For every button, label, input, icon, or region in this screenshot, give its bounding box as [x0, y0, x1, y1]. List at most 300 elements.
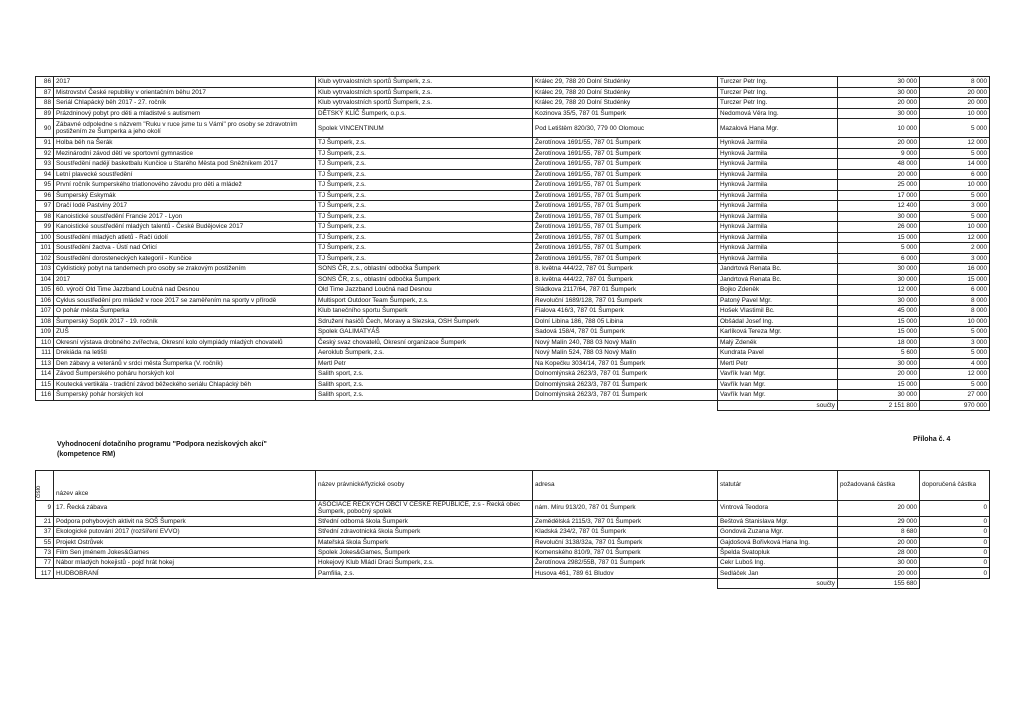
recommended-amount: 8 000 [920, 306, 990, 317]
table-row [36, 369, 990, 380]
header-addr: adresa [533, 471, 718, 501]
requested-amount: 20 000 [838, 369, 920, 380]
row-number: 77 [36, 558, 54, 568]
address: Revoluční 3138/32a, 787 01 Šumperk [533, 537, 718, 547]
table-row [36, 211, 990, 222]
event-name: Soustředění nadějí basketbalu Kunčice u Starého Města pod Sněžníkem 2017 [54, 159, 316, 170]
recommended-amount: 12 000 [920, 138, 990, 149]
event-name: Nábor mladých hokejistů - pojď hrát hokej [54, 558, 316, 568]
table-row [36, 243, 990, 254]
recommended-amount: 10 000 [920, 222, 990, 233]
row-number: 101 [36, 243, 54, 254]
recommended-amount: 8 000 [920, 77, 990, 88]
event-name: Mezinárodní závod dětí ve sportovní gymnastice [54, 148, 316, 159]
blank-cell [316, 578, 533, 588]
organization: TJ Šumperk, z.s. [316, 243, 533, 254]
recommended-amount: 3 000 [920, 253, 990, 264]
blank-cell [533, 578, 718, 588]
recommended-amount: 5 000 [920, 148, 990, 159]
header-grant: doporučená částka [920, 471, 990, 501]
statutory: Gondová Zuzana Mgr. [718, 527, 838, 537]
requested-amount: 30 000 [838, 390, 920, 401]
table-row [36, 119, 990, 138]
event-name: Soustředění mladých atletů - Račí údolí [54, 232, 316, 243]
recommended-amount: 3 000 [920, 337, 990, 348]
address: Dolní Libina 186, 788 05 Libina [533, 316, 718, 327]
requested-amount: 20 000 [838, 568, 920, 578]
event-name: 2017 [54, 77, 316, 88]
sum-row [36, 400, 990, 411]
recommended-amount: 10 000 [920, 108, 990, 119]
statutory: Beštová Stanislava Mgr. [718, 517, 838, 527]
row-number: 114 [36, 369, 54, 380]
address: Žerotínova 1691/55, 787 01 Šumperk [533, 232, 718, 243]
organization: Mateřská škola Šumperk [316, 537, 533, 547]
row-number: 91 [36, 138, 54, 149]
row-number: 88 [36, 98, 54, 109]
organization: ASOCIACE ŘECKÝCH OBCÍ V ČESKÉ REPUBLICE, z.s - Řecká obec Šumperk, pobočný spolek [316, 501, 533, 517]
statutory: Hynková Jarmila [718, 159, 838, 170]
statutory: Vavřík Ivan Mgr. [718, 390, 838, 401]
statutory: Bojko Zdeněk [718, 285, 838, 296]
address: Žerotínova 1691/55, 787 01 Šumperk [533, 169, 718, 180]
recommended-amount: 20 000 [920, 98, 990, 109]
requested-amount: 28 000 [838, 547, 920, 557]
statutory: Patoný Pavel Mgr. [718, 295, 838, 306]
event-name: Soustředění žactva - Ústí nad Orlicí [54, 243, 316, 254]
blank-cell [316, 400, 533, 411]
row-number: 109 [36, 327, 54, 338]
recommended-amount: 0 [920, 527, 990, 537]
address: Žerotínova 1691/55, 787 01 Šumperk [533, 180, 718, 191]
row-number: 9 [36, 501, 54, 517]
row-number: 106 [36, 295, 54, 306]
requested-amount: 15 000 [838, 379, 920, 390]
organization: Spolek VINCENTINUM [316, 119, 533, 138]
organization: Spolek Jokes&Games, Šumperk [316, 547, 533, 557]
header-name: název akce [54, 471, 316, 501]
address: Žerotínova 1691/55, 787 01 Šumperk [533, 222, 718, 233]
row-number: 105 [36, 285, 54, 296]
sum-label: součty [718, 400, 838, 411]
row-number: 96 [36, 190, 54, 201]
requested-amount: 8 680 [838, 527, 920, 537]
statutory: Karlíková Tereza Mgr. [718, 327, 838, 338]
sum-row [36, 578, 990, 588]
organization: TJ Šumperk, z.s. [316, 201, 533, 212]
organization: Český svaz chovatelů, Okresní organizace Šumperk [316, 337, 533, 348]
blank-cell [54, 578, 316, 588]
statutory: Hynková Jarmila [718, 148, 838, 159]
requested-amount: 5 000 [838, 243, 920, 254]
recommended-amount: 5 000 [920, 379, 990, 390]
blank-cell [533, 400, 718, 411]
recommended-amount: 12 000 [920, 369, 990, 380]
statutory: Vavřík Ivan Mgr. [718, 369, 838, 380]
organization: TJ Šumperk, z.s. [316, 159, 533, 170]
event-name: Drekiáda na letišti [54, 348, 316, 359]
organization: Old Time Jazzband Loučná nad Desnou [316, 285, 533, 296]
organization: Klub tanečního sportu Šumperk [316, 306, 533, 317]
event-name: Projekt Ostrůvek [54, 537, 316, 547]
table-row [36, 180, 990, 191]
address: Zemědělská 2115/3, 787 01 Šumperk [533, 517, 718, 527]
header-req: požadovaná částka [838, 471, 920, 501]
address: Žerotínova 2982/55B, 787 01 Šumperk [533, 558, 718, 568]
row-number: 110 [36, 337, 54, 348]
event-name: Cyklus soustředění pro mládež v roce 2017 se zaměřením na sporty v přírodě [54, 295, 316, 306]
recommended-amount: 5 000 [920, 348, 990, 359]
table-header-row [36, 471, 990, 501]
statutory: Hynková Jarmila [718, 211, 838, 222]
organization: SONS ČR, z.s., oblastní odbočka Šumperk [316, 274, 533, 285]
statutory: Mazalová Hana Mgr. [718, 119, 838, 138]
event-name: Dračí lodě Pastviny 2017 [54, 201, 316, 212]
requested-amount: 30 000 [838, 295, 920, 306]
requested-amount: 9 000 [838, 148, 920, 159]
event-name: Šumperský Eskymák [54, 190, 316, 201]
header-no [36, 471, 54, 501]
recommended-amount: 0 [920, 501, 990, 517]
address: Žerotínova 1691/55, 787 01 Šumperk [533, 138, 718, 149]
table-row [36, 201, 990, 212]
address: Kozinova 35/5, 787 01 Šumperk [533, 108, 718, 119]
recommended-amount: 5 000 [920, 119, 990, 138]
statutory: Jandrtová Renata Bc. [718, 274, 838, 285]
statutory: Turczer Petr Ing. [718, 77, 838, 88]
statutory: Hynková Jarmila [718, 138, 838, 149]
address: Kladská 234/2, 787 01 Šumperk [533, 527, 718, 537]
table-row [36, 547, 990, 557]
row-number: 87 [36, 87, 54, 98]
table-row [36, 285, 990, 296]
statutory: Hynková Jarmila [718, 222, 838, 233]
blank-cell [920, 578, 990, 588]
requested-amount: 20 000 [838, 537, 920, 547]
row-number: 117 [36, 568, 54, 578]
requested-amount: 20 000 [838, 169, 920, 180]
address: Pod Letištěm 820/30, 779 00 Olomouc [533, 119, 718, 138]
row-number: 100 [36, 232, 54, 243]
requested-amount: 20 000 [838, 98, 920, 109]
table-row [36, 77, 990, 88]
statutory: Turczer Petr Ing. [718, 87, 838, 98]
address: Husova 461, 789 61 Bludov [533, 568, 718, 578]
requested-amount: 15 000 [838, 327, 920, 338]
event-name: 60. výročí Old Time Jazzband Loučná nad Desnou [54, 285, 316, 296]
address: Dolnomlýnská 2623/3, 787 01 Šumperk [533, 379, 718, 390]
organization: Střední zdravotnická škola Šumperk [316, 527, 533, 537]
event-name: Kanoistické soustředění Francie 2017 - Lyon [54, 211, 316, 222]
table-row [36, 274, 990, 285]
event-name: První ročník šumperského triatlonového závodu pro děti a mládež [54, 180, 316, 191]
recommended-amount: 5 000 [920, 190, 990, 201]
row-number: 108 [36, 316, 54, 327]
table-row [36, 558, 990, 568]
requested-amount: 20 000 [838, 501, 920, 517]
event-name: Šumperský Soptík 2017 - 19. ročník [54, 316, 316, 327]
requested-amount: 12 400 [838, 201, 920, 212]
address: Králec 29, 788 20 Dolní Studénky [533, 98, 718, 109]
row-number: 99 [36, 222, 54, 233]
table-row [36, 159, 990, 170]
event-name: Ekologické putování 2017 (rozšíření EVVO) [54, 527, 316, 537]
row-number: 98 [36, 211, 54, 222]
statutory: Cekr Luboš Ing. [718, 558, 838, 568]
requested-amount: 26 000 [838, 222, 920, 233]
requested-amount: 30 000 [838, 558, 920, 568]
table-row [36, 337, 990, 348]
recommended-amount: 12 000 [920, 232, 990, 243]
grants-approved-table [35, 76, 990, 411]
recommended-amount: 10 000 [920, 316, 990, 327]
recommended-amount: 3 000 [920, 201, 990, 212]
address: Žerotínova 1691/55, 787 01 Šumperk [533, 190, 718, 201]
requested-amount: 15 000 [838, 316, 920, 327]
row-number: 73 [36, 547, 54, 557]
address: Žerotínova 1691/55, 787 01 Šumperk [533, 159, 718, 170]
organization: Aeroklub Šumperk, z.s. [316, 348, 533, 359]
statutory: Jandrtová Renata Bc. [718, 264, 838, 275]
recommended-amount: 0 [920, 517, 990, 527]
table-row [36, 169, 990, 180]
table-row [36, 295, 990, 306]
requested-amount: 10 000 [838, 119, 920, 138]
organization: TJ Šumperk, z.s. [316, 148, 533, 159]
evaluation-subtitle: (kompetence RM) [57, 451, 116, 458]
recommended-amount: 0 [920, 558, 990, 568]
sum-requested: 155 680 [838, 578, 920, 588]
organization: Klub vytrvalostních sportů Šumperk, z.s. [316, 77, 533, 88]
statutory: Kundrata Pavel [718, 348, 838, 359]
table-row [36, 568, 990, 578]
event-name: Mistrovství České republiky v orientačním běhu 2017 [54, 87, 316, 98]
row-number: 115 [36, 379, 54, 390]
event-name: 2017 [54, 274, 316, 285]
row-number: 55 [36, 537, 54, 547]
organization: SONS ČR, z.s., oblastní odbočka Šumperk [316, 264, 533, 275]
table-row [36, 87, 990, 98]
table-row [36, 517, 990, 527]
statutory: Hynková Jarmila [718, 169, 838, 180]
organization: Salith sport, z.s. [316, 379, 533, 390]
sum-label: součty [718, 578, 838, 588]
event-name: Den zábavy a veteránů v srdci města Šumperka (V. ročník) [54, 358, 316, 369]
event-name: Cyklistický pobyt na tandemech pro osoby se zrakovým postižením [54, 264, 316, 275]
recommended-amount: 0 [920, 547, 990, 557]
row-number: 89 [36, 108, 54, 119]
event-name: Závod Šumperského poháru horských kol [54, 369, 316, 380]
row-number: 107 [36, 306, 54, 317]
requested-amount: 15 000 [838, 232, 920, 243]
statutory: Hynková Jarmila [718, 190, 838, 201]
row-number: 116 [36, 390, 54, 401]
event-name: Koutecká vertikála - tradiční závod běžeckého seriálu Chlapácký běh [54, 379, 316, 390]
organization: TJ Šumperk, z.s. [316, 138, 533, 149]
table-row [36, 98, 990, 109]
recommended-amount: 16 000 [920, 264, 990, 275]
row-number: 92 [36, 148, 54, 159]
requested-amount: 30 000 [838, 87, 920, 98]
organization: Klub vytrvalostních sportů Šumperk, z.s. [316, 87, 533, 98]
recommended-amount: 2 000 [920, 243, 990, 254]
address: Sadová 158/4, 787 01 Šumperk [533, 327, 718, 338]
organization: Klub vytrvalostních sportů Šumperk, z.s. [316, 98, 533, 109]
recommended-amount: 8 000 [920, 295, 990, 306]
address: 8. května 444/22, 787 01 Šumperk [533, 274, 718, 285]
event-name: Film Sen jménem Jokes&Games [54, 547, 316, 557]
address: Žerotínova 1691/55, 787 01 Šumperk [533, 253, 718, 264]
requested-amount: 45 000 [838, 306, 920, 317]
statutory: Hynková Jarmila [718, 243, 838, 254]
row-number: 103 [36, 264, 54, 275]
statutory: Hynková Jarmila [718, 253, 838, 264]
statutory: Sedláček Jan [718, 568, 838, 578]
row-number: 104 [36, 274, 54, 285]
requested-amount: 30 000 [838, 77, 920, 88]
requested-amount: 30 000 [838, 274, 920, 285]
statutory: Malý Zdeněk [718, 337, 838, 348]
requested-amount: 20 000 [838, 138, 920, 149]
statutory: Gajdošová Bořivková Hana Ing. [718, 537, 838, 547]
event-name: Holba běh na Šerák [54, 138, 316, 149]
blank-cell [36, 578, 54, 588]
event-name: Soustředění dorosteneckých kategorií - Kunčice [54, 253, 316, 264]
address: Komenského 810/9, 787 01 Šumperk [533, 547, 718, 557]
row-number: 94 [36, 169, 54, 180]
row-number: 97 [36, 201, 54, 212]
row-number: 21 [36, 517, 54, 527]
recommended-amount: 0 [920, 568, 990, 578]
table-row [36, 501, 990, 517]
organization: TJ Šumperk, z.s. [316, 190, 533, 201]
requested-amount: 48 000 [838, 159, 920, 170]
table-row [36, 390, 990, 401]
requested-amount: 12 000 [838, 285, 920, 296]
address: Fialova 416/3, 787 01 Šumperk [533, 306, 718, 317]
statutory: Špelda Svatopluk [718, 547, 838, 557]
header-stat: statutár [718, 471, 838, 501]
recommended-amount: 14 000 [920, 159, 990, 170]
address: Na Kopečku 3034/14, 787 01 Šumperk [533, 358, 718, 369]
address: Žerotínova 1691/55, 787 01 Šumperk [533, 148, 718, 159]
address: Králec 29, 788 20 Dolní Studénky [533, 87, 718, 98]
table-row [36, 327, 990, 338]
organization: Spolek GALIMATYÁŠ [316, 327, 533, 338]
blank-cell [36, 400, 54, 411]
grants-rejected-table [35, 470, 990, 589]
table-row [36, 306, 990, 317]
event-name: Prázdninový pobyt pro děti a mladistvé s autismem [54, 108, 316, 119]
event-name: Podpora pohybových aktivit na SOŠ Šumperk [54, 517, 316, 527]
requested-amount: 30 000 [838, 108, 920, 119]
requested-amount: 25 000 [838, 180, 920, 191]
statutory: Turczer Petr Ing. [718, 98, 838, 109]
table-row [36, 253, 990, 264]
statutory: Vintrová Teodora [718, 501, 838, 517]
recommended-amount: 6 000 [920, 285, 990, 296]
event-name: Letní plavecké soustředění [54, 169, 316, 180]
address: 8. května 444/22, 787 01 Šumperk [533, 264, 718, 275]
organization: Střední odborná škola Šumperk [316, 517, 533, 527]
recommended-amount: 15 000 [920, 274, 990, 285]
table-row [36, 190, 990, 201]
address: Revoluční 1689/128, 787 01 Šumperk [533, 295, 718, 306]
table-row [36, 348, 990, 359]
address: Žerotínova 1691/55, 787 01 Šumperk [533, 201, 718, 212]
address: Sládkova 2117/64, 787 01 Šumperk [533, 285, 718, 296]
statutory: Vavřík Ivan Mgr. [718, 379, 838, 390]
row-number: 86 [36, 77, 54, 88]
table-row [36, 316, 990, 327]
header-no-label: číslo [36, 485, 42, 498]
organization: Salith sport, z.s. [316, 369, 533, 380]
organization: TJ Šumperk, z.s. [316, 180, 533, 191]
sum-requested: 2 151 800 [838, 400, 920, 411]
requested-amount: 30 000 [838, 211, 920, 222]
table-row [36, 148, 990, 159]
statutory: Nedomová Věra Ing. [718, 108, 838, 119]
address: Dolnomlýnská 2623/3, 787 01 Šumperk [533, 390, 718, 401]
organization: TJ Šumperk, z.s. [316, 169, 533, 180]
event-name: Šumperský pohár horských kol [54, 390, 316, 401]
address: Králec 29, 788 20 Dolní Studénky [533, 77, 718, 88]
table-row [36, 527, 990, 537]
address: Nový Malín 240, 788 03 Nový Malín [533, 337, 718, 348]
organization: TJ Šumperk, z.s. [316, 253, 533, 264]
table-row [36, 537, 990, 547]
organization: Hokejový Klub Mládí Draci Šumperk, z.s. [316, 558, 533, 568]
table-row [36, 379, 990, 390]
table-row [36, 108, 990, 119]
table-row [36, 358, 990, 369]
organization: TJ Šumperk, z.s. [316, 232, 533, 243]
table-row [36, 222, 990, 233]
row-number: 90 [36, 119, 54, 138]
address: Nový Malín 524, 788 03 Nový Malín [533, 348, 718, 359]
recommended-amount: 10 000 [920, 180, 990, 191]
recommended-amount: 20 000 [920, 87, 990, 98]
evaluation-title: Vyhodnocení dotačního programu "Podpora neziskových akcí" [57, 441, 267, 448]
row-number: 37 [36, 527, 54, 537]
statutory: Hynková Jarmila [718, 232, 838, 243]
recommended-amount: 6 000 [920, 169, 990, 180]
organization: DĚTSKÝ KLÍČ Šumperk, o.p.s. [316, 108, 533, 119]
table-row [36, 232, 990, 243]
appendix-label: Příloha č. 4 [913, 436, 951, 443]
recommended-amount: 5 000 [920, 327, 990, 338]
sum-recommended: 970 000 [920, 400, 990, 411]
address: Žerotínova 1691/55, 787 01 Šumperk [533, 211, 718, 222]
recommended-amount: 0 [920, 537, 990, 547]
requested-amount: 30 000 [838, 358, 920, 369]
requested-amount: 29 000 [838, 517, 920, 527]
row-number: 95 [36, 180, 54, 191]
organization: TJ Šumperk, z.s. [316, 211, 533, 222]
row-number: 111 [36, 348, 54, 359]
recommended-amount: 4 000 [920, 358, 990, 369]
requested-amount: 6 000 [838, 253, 920, 264]
organization: Mertl Petr [316, 358, 533, 369]
statutory: Obšádal Josef Ing. [718, 316, 838, 327]
requested-amount: 17 000 [838, 190, 920, 201]
organization: Multisport Outdoor Team Šumperk, z.s. [316, 295, 533, 306]
recommended-amount: 27 000 [920, 390, 990, 401]
requested-amount: 18 000 [838, 337, 920, 348]
address: Dolnomlýnská 2623/3, 787 01 Šumperk [533, 369, 718, 380]
statutory: Hošek Vlastimil Bc. [718, 306, 838, 317]
event-name: Zábavné odpoledne s názvem "Ruku v ruce jsme tu s Vámi" pro osoby se zdravotním postižením ze Šumperka a jeho okolí [54, 119, 316, 138]
